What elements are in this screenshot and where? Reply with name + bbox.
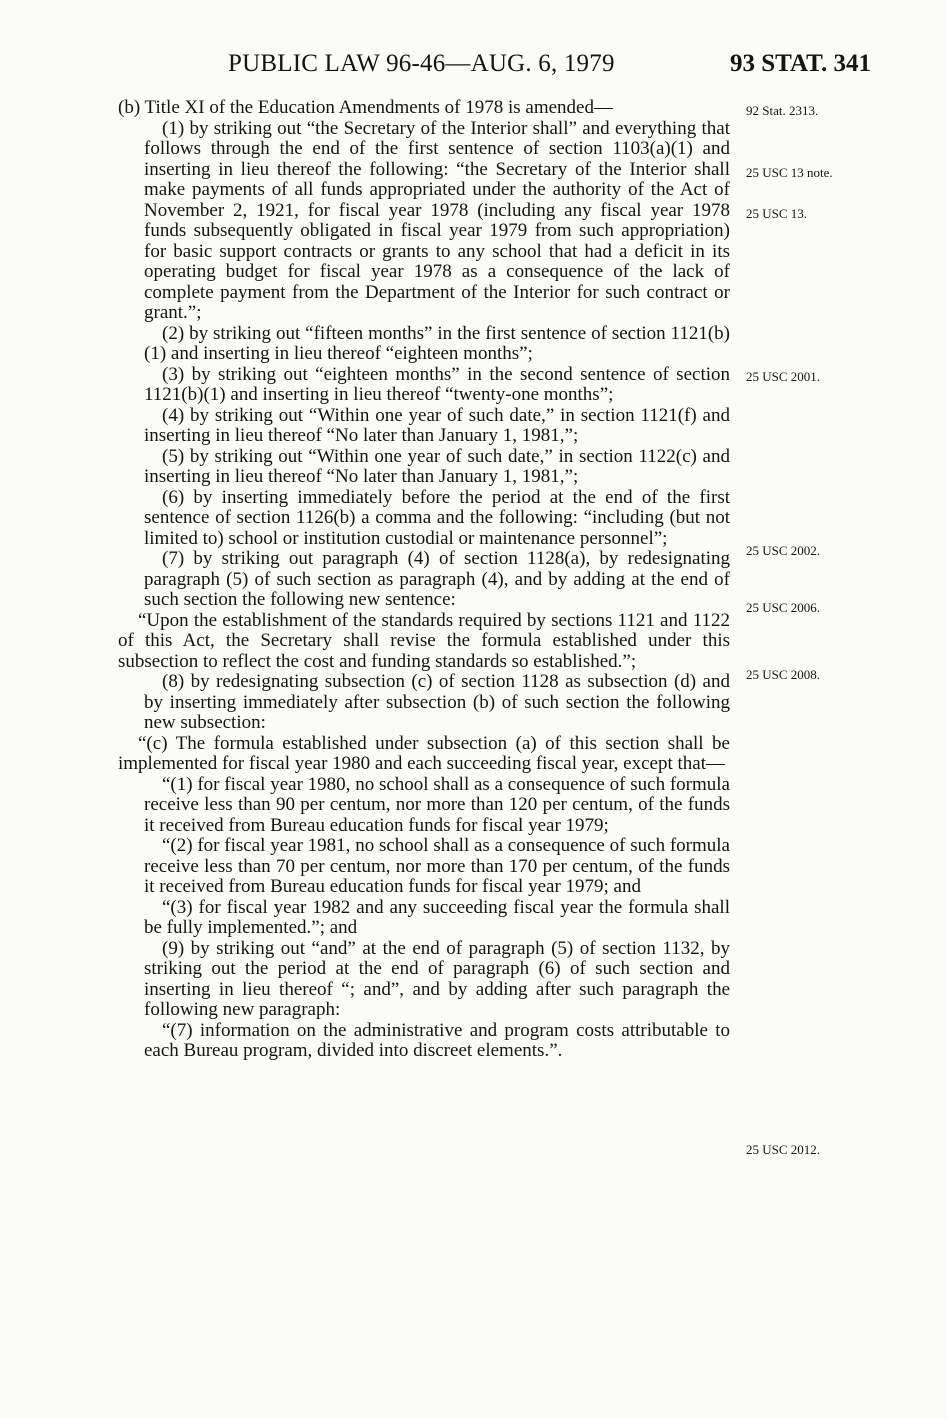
margin-note-usc: 25 USC 2008. bbox=[746, 667, 821, 682]
paragraph-7-quoted-sentence: “Upon the establishment of the standards required by sections 1121 and 1122 of this Act, the Secretary shall revise the formula established under this subsection to reflect the cost and funding standards so established.”; bbox=[118, 609, 730, 672]
statute-body bbox=[118, 98, 730, 1062]
subsection-c-item-2: “(2) for fiscal year 1981, no school shall as a consequence of such formula receive less than 70 per centum, nor more than 170 per centum, of the funds it received from Bureau education funds for fiscal year 1979; and bbox=[144, 835, 730, 897]
page-stat-citation: 93 STAT. 341 bbox=[730, 50, 871, 77]
subsection-c-item-1: “(1) for fiscal year 1980, no school shall as a consequence of such formula receive less than 90 per centum, nor more than 120 per centum, of the funds it received from Bureau education funds for fiscal year 1979; bbox=[144, 773, 730, 836]
paragraph-4: (4) by striking out “Within one year of such date,” in section 1121(f) and inserting in lieu thereof “No later than January 1, 1981,”; bbox=[144, 404, 730, 446]
margin-note-usc: 25 USC 13 note. bbox=[746, 165, 833, 180]
margin-note-usc: 25 USC 2002. bbox=[746, 543, 821, 558]
margin-note-usc: 25 USC 2001. bbox=[746, 369, 821, 384]
subsection-c-text: “(c) The formula established under subsection (a) of this section shall be implemented for fiscal year 1980 and each succeeding fiscal year, except that— bbox=[118, 732, 730, 774]
paragraph-9-new-paragraph-7: “(7) information on the administrative and program costs attributable to each Bureau program, divided into discreet elements.”. bbox=[144, 1019, 730, 1061]
paragraph-1: (1) by striking out “the Secretary of the Interior shall” and everything that follows through the end of the first sentence of section 1103(a)(1) and inserting in lieu thereof the following: “the Secretary of the Interior shall make payments of all funds appropriated under the authority of the Act of November 2, 1921, for fiscal year 1978 (including any fiscal year 1978 funds subsequently obligated in fiscal year 1979 from such appropriation) for basic support contracts or grants to any school that had a deficit in its operating budget for fiscal year 1978 as a consequence of the lack of complete payment from the Department of the Interior for such contract or grant.”; bbox=[144, 117, 730, 323]
running-head-title: PUBLIC LAW 96-46—AUG. 6, 1979 bbox=[228, 50, 615, 77]
paragraph-2: (2) by striking out “fifteen months” in the first sentence of section 1121(b)(1) and inserting in lieu thereof “eighteen months”; bbox=[144, 322, 730, 364]
paragraph-b-intro: (b) Title XI of the Education Amendments of 1978 is amended— bbox=[118, 97, 613, 118]
margin-note-stat: 92 Stat. 2313. bbox=[746, 103, 819, 118]
margin-note-usc: 25 USC 2006. bbox=[746, 600, 821, 615]
paragraph-7: (7) by striking out paragraph (4) of section 1128(a), by redesignating paragraph (5) of such section as paragraph (4), and by adding at the end of such section the following new sentence: bbox=[144, 548, 730, 610]
margin-note-usc: 25 USC 13. bbox=[746, 206, 808, 221]
paragraph-8: (8) by redesignating subsection (c) of section 1128 as subsection (d) and by inserting immediately after subsection (b) of such section the following new subsection: bbox=[144, 671, 730, 733]
paragraph-9: (9) by striking out “and” at the end of paragraph (5) of section 1132, by striking out the period at the end of paragraph (6) of such section and inserting in lieu thereof “; and”, and by adding after such paragraph the following new paragraph: bbox=[144, 937, 730, 1020]
margin-note-usc: 25 USC 2012. bbox=[746, 1142, 821, 1157]
running-head bbox=[0, 50, 947, 84]
subsection-c-item-3: “(3) for fiscal year 1982 and any succeeding fiscal year the formula shall be fully implemented.”; and bbox=[144, 896, 730, 938]
paragraph-5: (5) by striking out “Within one year of such date,” in section 1122(c) and inserting in lieu thereof “No later than January 1, 1981,”; bbox=[144, 445, 730, 487]
paragraph-6: (6) by inserting immediately before the period at the end of the first sentence of section 1126(b) a comma and the following: “including (but not limited to) school or institution custodial or maintenance personnel”; bbox=[144, 486, 730, 549]
paragraph-3: (3) by striking out “eighteen months” in the second sentence of section 1121(b)(1) and inserting in lieu thereof “twenty-one months”; bbox=[144, 363, 730, 405]
